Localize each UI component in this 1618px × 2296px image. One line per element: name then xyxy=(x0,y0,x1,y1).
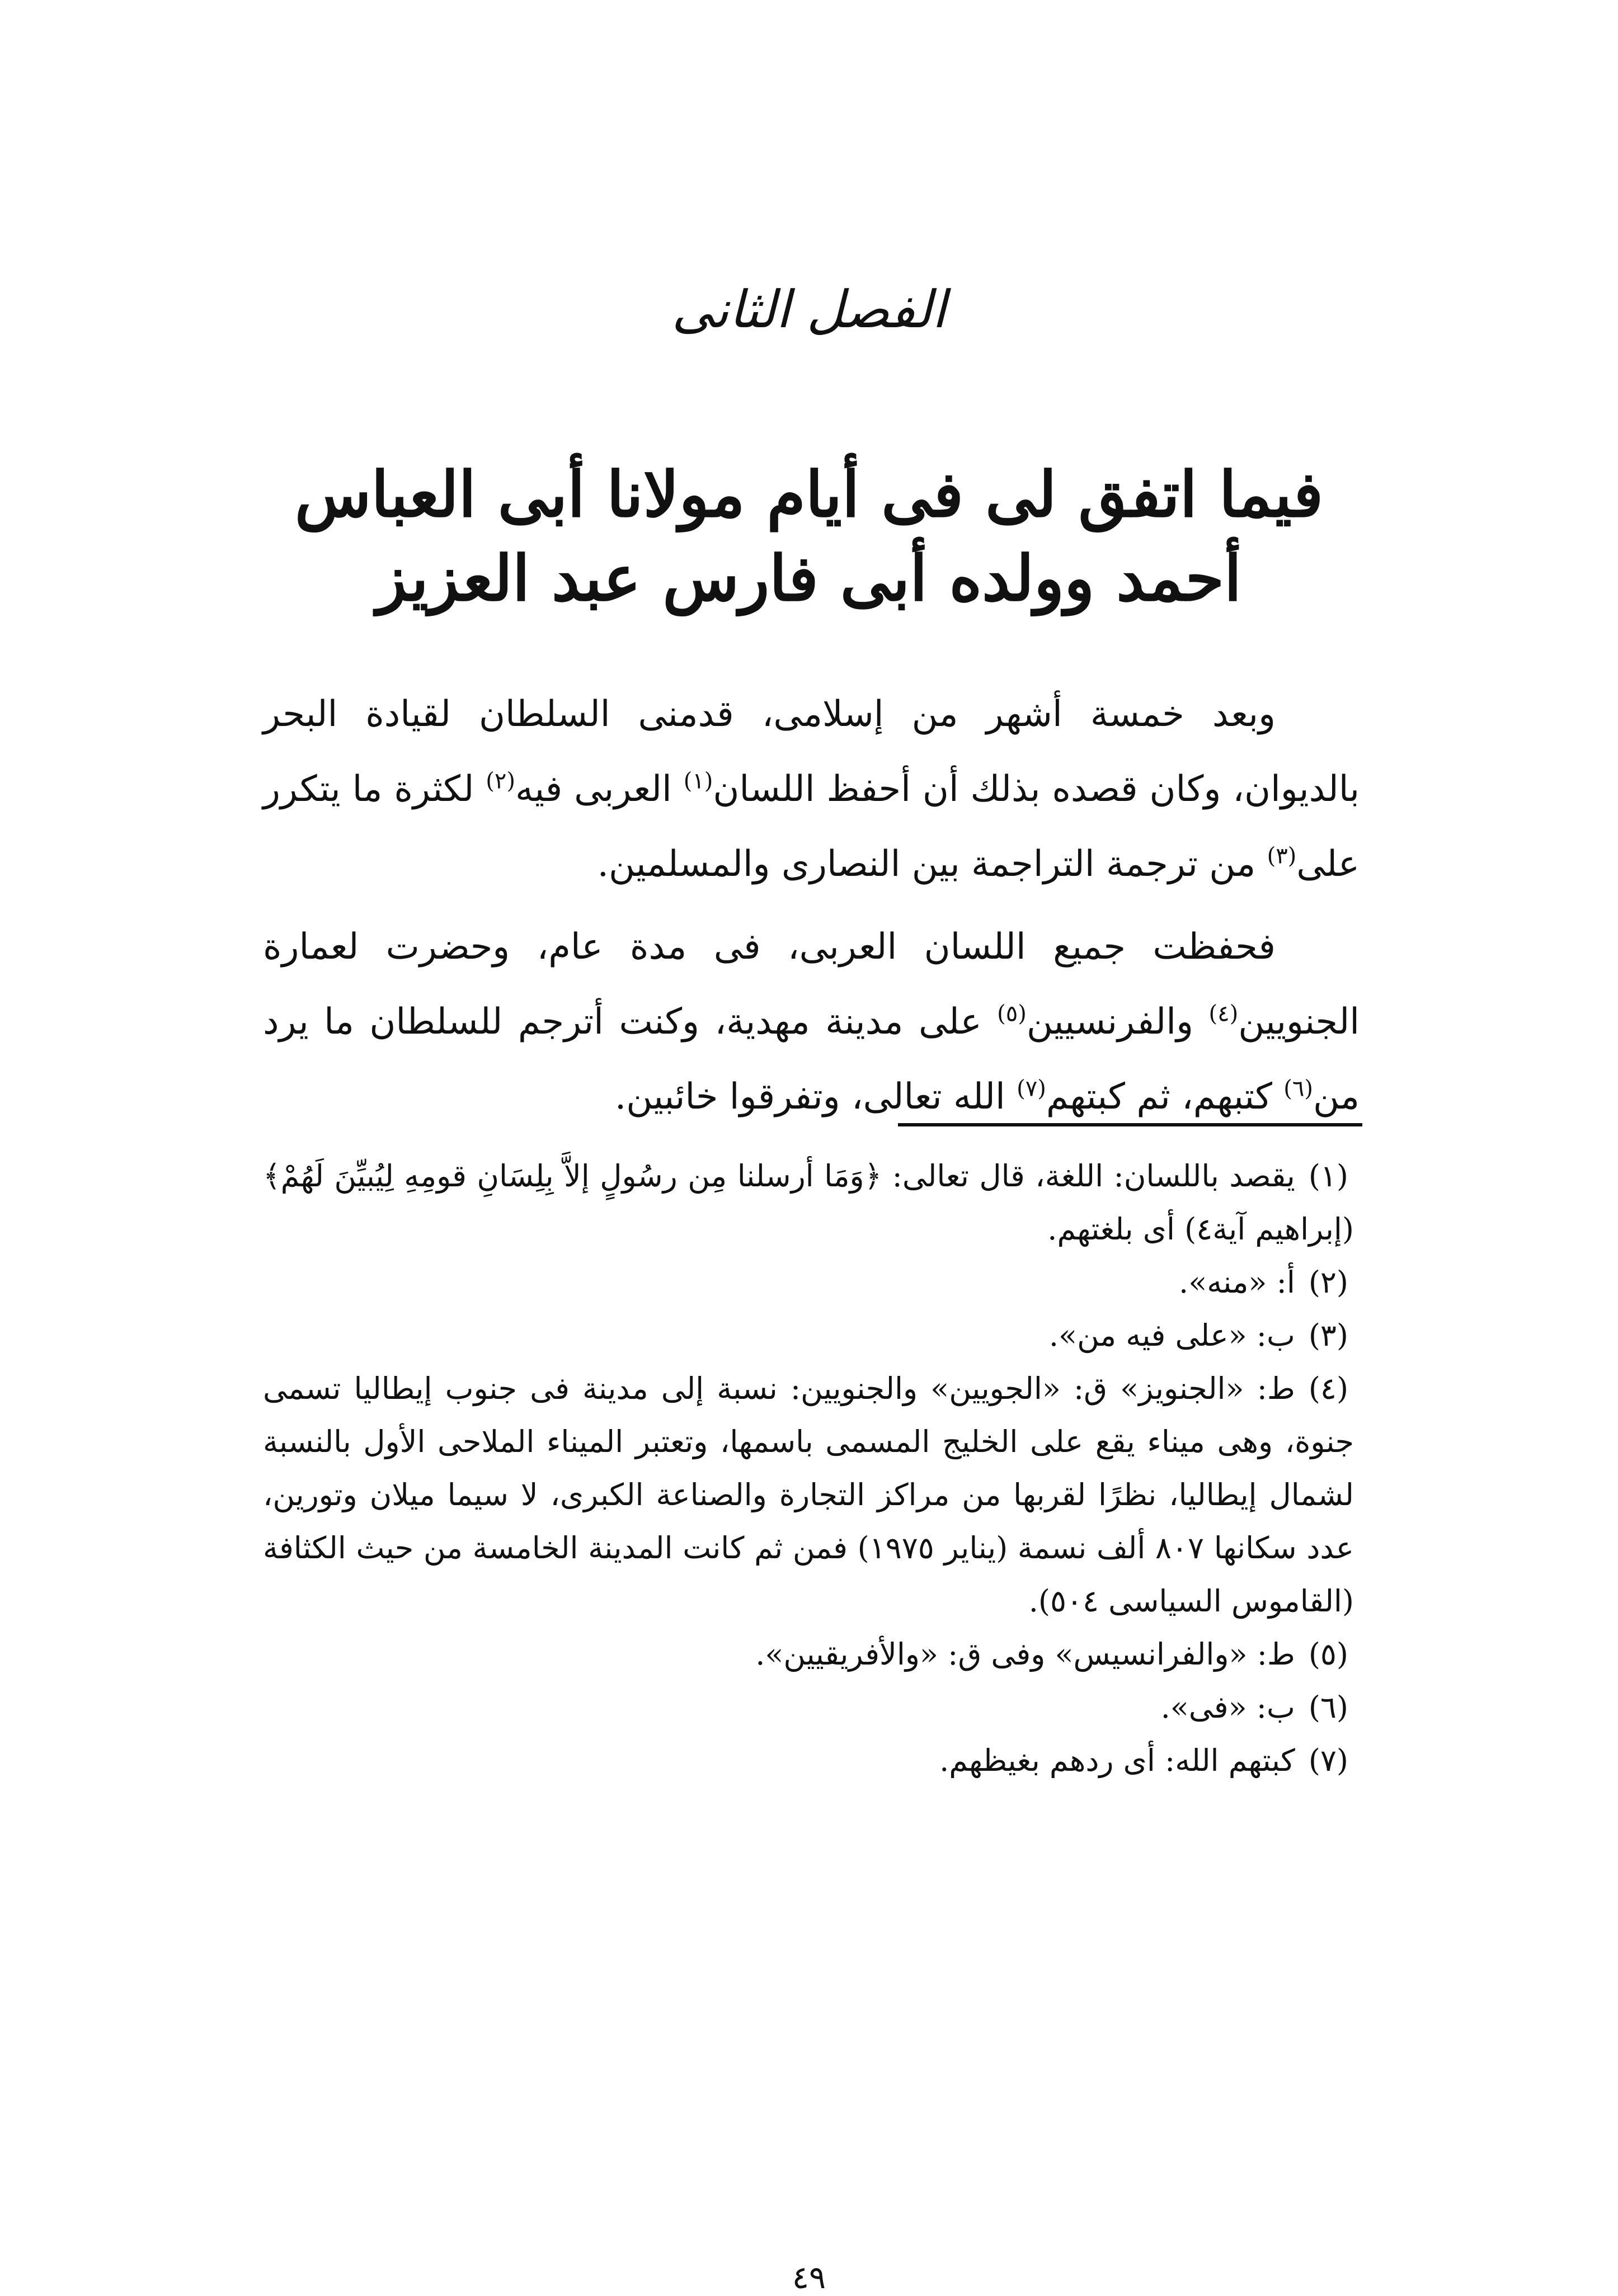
paragraph-text: فحفظت جميع اللسان العربى، فى مدة عام، وحضرت لعمارة الجنويين xyxy=(263,926,1360,1043)
footnote-text: أ: «منه». xyxy=(1179,1265,1295,1300)
footnote-7 xyxy=(263,1734,1360,1787)
paragraph-text: على مدينة مهدية، وكنت أترجم للسلطان ما يرد من xyxy=(263,1001,1360,1118)
paragraph-text: كتبهم، ثم كبتهم xyxy=(1046,1076,1284,1118)
paragraph-text: الله تعالى، وتفرقوا خائبين. xyxy=(614,1076,1017,1118)
chapter-title-line-2: أحمد وولده أبى فارس عبد العزيز xyxy=(376,542,1242,615)
footnote-ref-5: (٥) xyxy=(997,1001,1027,1027)
paragraph-text: والفرنسيين xyxy=(1026,1001,1209,1043)
body-text xyxy=(263,677,1360,1142)
paragraph-text: وبعد خمسة أشهر من إسلامى، قدمنى السلطان لقيادة البحر بالديوان، وكان قصده بذلك أن أحفظ اللسان xyxy=(263,694,1360,810)
footnote-1 xyxy=(263,1149,1360,1256)
footnote-number: (١) xyxy=(1308,1158,1348,1194)
footnote-number: (٢) xyxy=(1308,1265,1348,1300)
footnote-ref-1: (١) xyxy=(683,768,713,794)
chapter-heading: الفصل الثانى xyxy=(671,280,947,340)
footnote-text: كبتهم الله: أى ردهم بغيظهم. xyxy=(939,1743,1295,1778)
footnote-text: ب: «على فيه من». xyxy=(1048,1318,1295,1353)
footnote-text: ب: «فى». xyxy=(1160,1690,1295,1725)
footnote-ref-2: (٢) xyxy=(486,768,515,794)
footnote-ref-4: (٤) xyxy=(1208,1001,1239,1027)
footnote-number: (٦) xyxy=(1308,1690,1348,1725)
footnote-number: (٣) xyxy=(1308,1318,1348,1353)
footnote-number: (٤) xyxy=(1308,1371,1349,1406)
body-paragraph-1 xyxy=(263,677,1360,902)
paragraph-text: العربى فيه xyxy=(515,769,684,810)
footnote-ref-3: (٣) xyxy=(1267,843,1297,869)
footnote-text: ط: «الجنويز» ق: «الجويين» والجنويين: نسبة إلى مدينة فى جنوب إيطاليا تسمى جنوة، وهى ميناء يقع على الخليج المسمى باسمها، وتعتبر الميناء الملاحى الأول بالنسبة لشمال إيطاليا، نظرًا لقربها من مراكز التجارة والصناعة الكبرى، لا سيما ميلان وتورين، عدد سكانها ٨٠٧ ألف نسمة (يناير ١٩٧٥) فمن ثم كانت المدينة الخامسة من حيث الكثافة (القاموس السياسى ٥٠٤). xyxy=(263,1371,1354,1619)
footnote-number: (٥) xyxy=(1308,1637,1348,1672)
footnote-4 xyxy=(263,1362,1360,1628)
footnote-ref-7: (٧) xyxy=(1017,1076,1046,1102)
footnote-5 xyxy=(263,1628,1360,1681)
chapter-title-line-1: فيما اتفق لى فى أيام مولانا أبى العباس xyxy=(294,458,1324,531)
footnote-6 xyxy=(263,1681,1360,1734)
paragraph-text: لكثرة ما يتكرر على xyxy=(263,769,1360,885)
page-number: ٤٩ xyxy=(792,2260,826,2296)
paragraph-text: من ترجمة التراجمة بين النصارى والمسلمين. xyxy=(597,843,1267,885)
footnote-text: يقصد باللسان: اللغة، قال تعالى: ﴿وَمَا أرسلنا مِن رسُولٍ إلاَّ بِلِسَانِ قومِهِ لِيُبيِّنَ لَهُمْ﴾ (إبراهيم آية٤) أى بلغتهم. xyxy=(263,1158,1354,1247)
body-paragraph-2 xyxy=(263,909,1360,1134)
footnote-3 xyxy=(263,1309,1360,1362)
footnote-number: (٧) xyxy=(1308,1743,1348,1778)
footnote-separator xyxy=(898,1123,1362,1126)
chapter-title xyxy=(269,453,1349,621)
footnote-text: ط: «والفرانسيس» وفى ق: «والأفريقيين». xyxy=(755,1637,1295,1672)
footnote-ref-6: (٦) xyxy=(1283,1076,1313,1102)
footnotes xyxy=(263,1149,1360,1787)
footnote-2 xyxy=(263,1256,1360,1309)
